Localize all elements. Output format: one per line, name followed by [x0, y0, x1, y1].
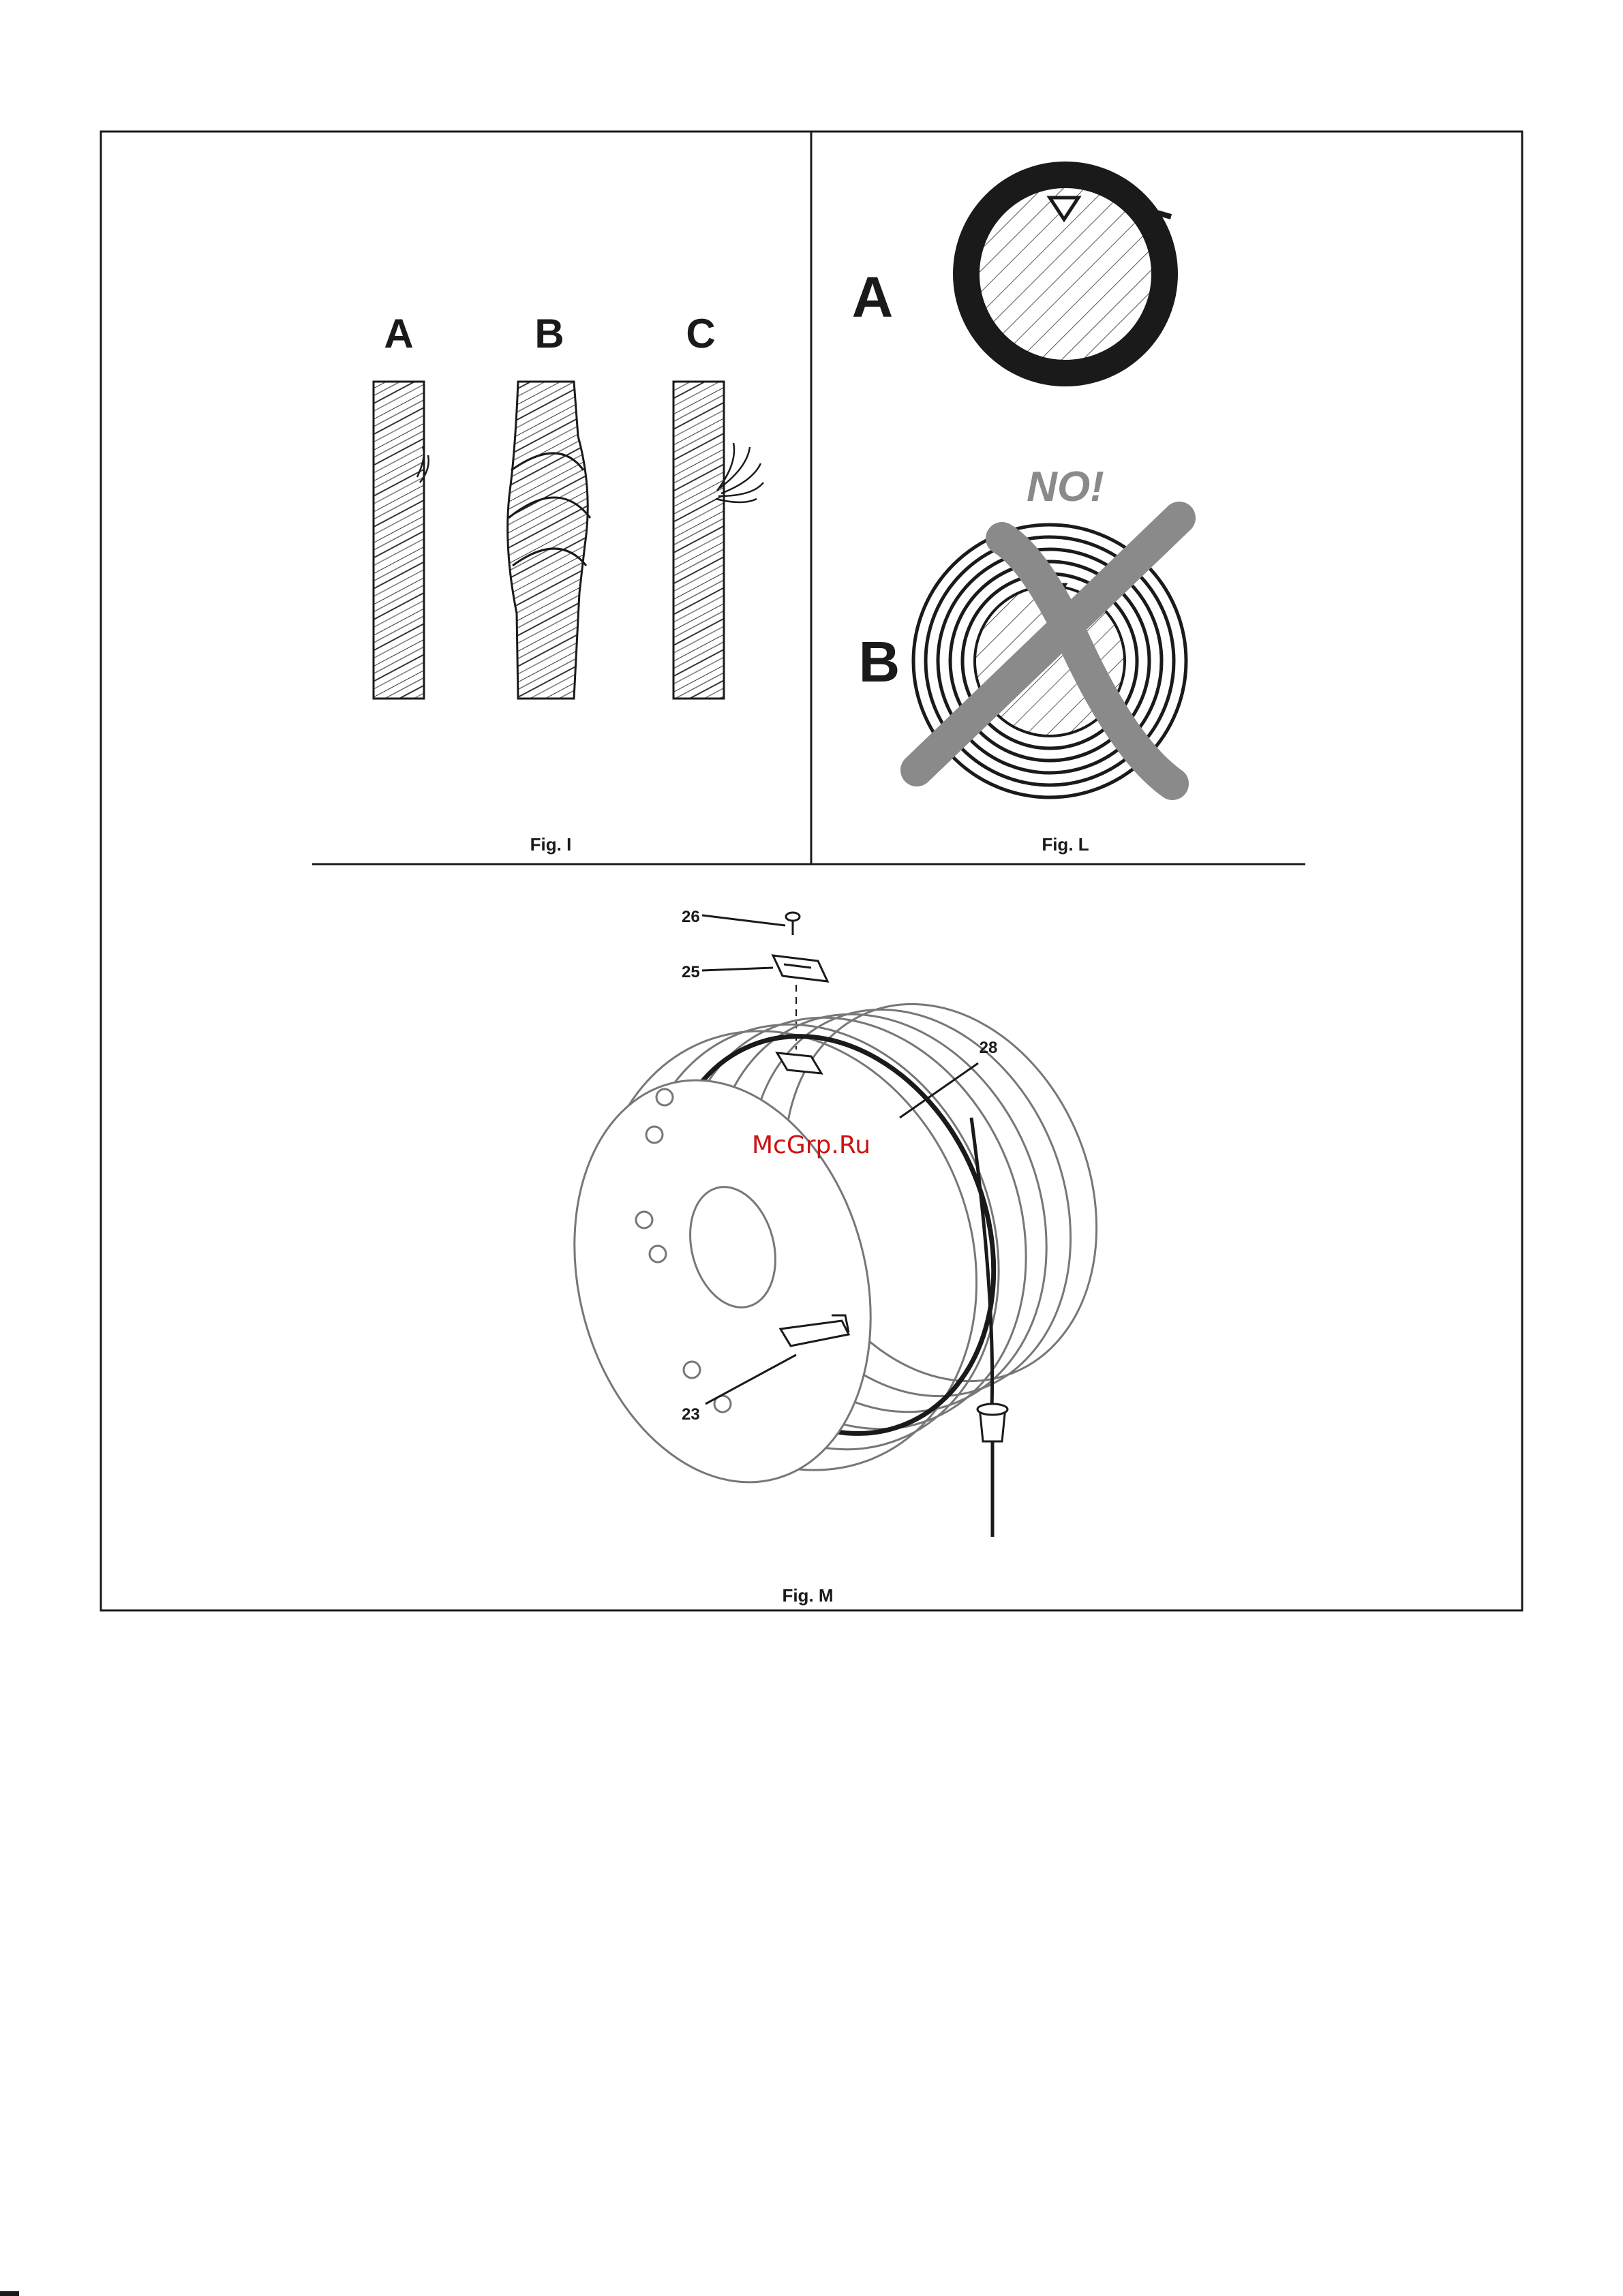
- callout-leader-28: [900, 1063, 978, 1118]
- drum-illustration: [532, 957, 1151, 1527]
- fig-m-caption: Fig. M: [782, 1585, 834, 1606]
- fig-i: [374, 311, 763, 855]
- part-26-screw: [786, 913, 800, 935]
- fig-l-label-b: B: [858, 630, 900, 694]
- prohibition-cross: [917, 518, 1179, 784]
- rope-a-illustration: [374, 382, 429, 699]
- fig-l-caption: Fig. L: [1042, 834, 1089, 855]
- corner-mark: [0, 2291, 19, 2296]
- fig-i-label-a: A: [384, 311, 414, 356]
- correct-winding-illustration: [953, 162, 1178, 386]
- part-25-clamp: [773, 955, 828, 981]
- rope-c-illustration: [673, 382, 763, 699]
- callout-leader-26: [702, 915, 785, 925]
- callout-25: 25: [682, 963, 700, 981]
- rope-b-illustration: [508, 382, 590, 699]
- fig-i-label-c: C: [686, 311, 716, 356]
- incorrect-winding-illustration: [913, 518, 1186, 797]
- callout-23: 23: [682, 1405, 700, 1424]
- callout-leader-25: [702, 968, 773, 970]
- fig-l-warning: NO!: [1027, 463, 1104, 510]
- fig-l-label-a: A: [851, 265, 894, 329]
- callout-26: 26: [682, 908, 700, 926]
- fig-l: [852, 162, 1186, 855]
- watermark: McGrp.Ru: [751, 1131, 871, 1159]
- fig-i-caption: Fig. I: [530, 834, 572, 855]
- callout-28: 28: [979, 1039, 998, 1057]
- fig-m: [532, 908, 1151, 1606]
- fig-i-label-b: B: [534, 311, 564, 356]
